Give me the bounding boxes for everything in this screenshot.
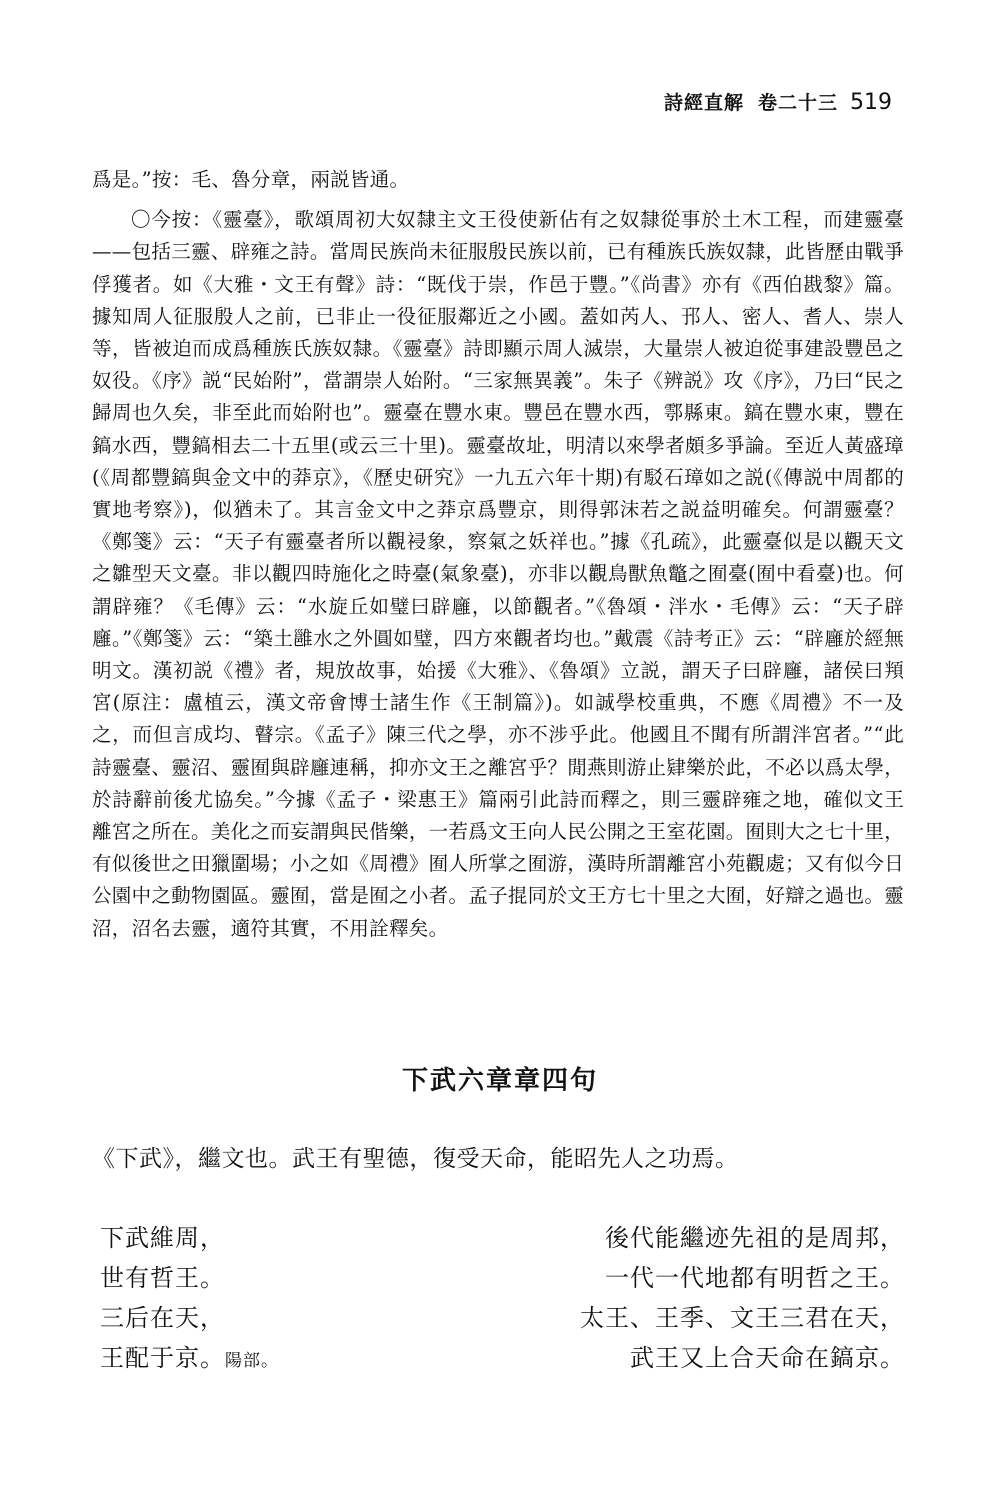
- poem-preface: 《下武》，繼文也。武王有聖德，復受天命，能昭先人之功焉。: [92, 1146, 739, 1172]
- poem-line-3: 三后在天，: [100, 1304, 225, 1332]
- volume-label: 卷二十三: [757, 92, 838, 114]
- translation-line-1: 後代能繼迹先祖的是周邦，: [605, 1224, 905, 1252]
- poem-line-1: 下武維周，: [100, 1224, 225, 1252]
- poem-line-4: [100, 1338, 279, 1381]
- poem-original: [100, 1218, 279, 1381]
- translation-line-3: 太王、王季、文王三君在天，: [580, 1304, 905, 1332]
- book-title: 詩經直解: [663, 92, 744, 114]
- commentary-paragraph-1: 爲是。”按：毛、魯分章，兩説皆通。: [92, 168, 410, 191]
- page-number: 519: [850, 90, 892, 115]
- commentary-paragraph-2: 〇今按：《靈臺》，歌頌周初大奴隸主文王役使新佔有之奴隸從事於土木工程，而建靈臺——包括三靈、辟雍之詩。當周民族尚未征服殷民族以前，已有種族氏族奴隸，此皆歷由戰爭俘獲者。如《大雅・文王有聲》詩：“既伐于崇，作邑于豐。”《尚書》亦有《西伯戡黎》篇。據知周人征服殷人之前，已非止一役征服鄰近之小國。蓋如芮人、邘人、密人、耆人、崇人等，皆被迫而成爲種族氏族奴隸。《靈臺》詩即顯示周人滅崇，大量崇人被迫從事建設豐邑之奴役。《序》説“民始附”，當謂崇人始附。“三家無異義”。朱子《辨説》攻《序》，乃曰“民之歸周也久矣，非至此而始附也”。靈臺在豐水東。豐邑在豐水西，鄠縣東。鎬在豐水東，豐在鎬水西，豐鎬相去二十五里(或云三十里)。靈臺故址，明清以來學者頗多爭論。至近人黃盛璋(《周都豐鎬與金文中的莽京》，《歷史研究》一九五六年十期)有駁石璋如之説(《傳説中周都的實地考察》)，似猶未了。其言金文中之莽京爲豐京，則得郭沫若之説益明確矣。何謂靈臺？《鄭箋》云：“天子有靈臺者所以觀祲象，察氣之妖祥也。”據《孔疏》，此靈臺似是以觀天文之雛型天文臺。非以觀四時施化之時臺(氣象臺)，亦非以觀鳥獸魚鼈之囿臺(囿中看臺)也。何謂辟雍？《毛傳》云：“水旋丘如璧曰辟廱，以節觀者。”《魯頌・泮水・毛傳》云：“天子辟廱。”《鄭箋》云：“築土雝水之外圓如璧，四方來觀者均也。”戴震《詩考正》云：“辟廱於經無明文。漢初説《禮》者，規放故事，始援《大雅》、《魯頌》立説，謂天子曰辟廱，諸侯曰頖宮(原注：盧植云，漢文帝會博士諸生作《王制篇》)。如誠學校重典，不應《周禮》不一及之，而但言成均、瞽宗。《孟子》陳三代之學，亦不涉乎此。他國且不聞有所謂泮宮者。”“此詩靈臺、靈沼、靈囿與辟廱連稱，抑亦文王之離宮乎？閒燕則游止肄樂於此，不必以爲太學，於詩辭前後尤協矣。”今據《孟子・梁惠王》篇兩引此詩而釋之，則三靈辟雍之地，確似文王離宮之所在。美化之而妄謂與民偕樂，一若爲文王向人民公開之王室花園。囿則大之七十里，有似後世之田獵圍場；小之如《周禮》囿人所掌之囿游，漢時所謂離宮小苑觀處；又有似今日公園中之動物園區。靈囿，當是囿之小者。孟子掍同於文王方七十里之大囿，好辯之過也。靈沼，沼名去靈，適符其實，不用詮釋矣。: [92, 208, 904, 940]
- poem-translation: [580, 1218, 905, 1378]
- section-title: 下武六章章四句: [401, 1066, 598, 1096]
- poem-line-4-text: 王配于京。: [100, 1344, 225, 1372]
- translation-line-2: 一代一代地都有明哲之王。: [605, 1264, 905, 1292]
- commentary-block: [92, 164, 904, 945]
- rhyme-note: 陽部。: [225, 1351, 279, 1371]
- translation-line-4: 武王又上合天命在鎬京。: [630, 1344, 905, 1372]
- running-header: [664, 88, 892, 115]
- poem-line-2: 世有哲王。: [100, 1264, 225, 1292]
